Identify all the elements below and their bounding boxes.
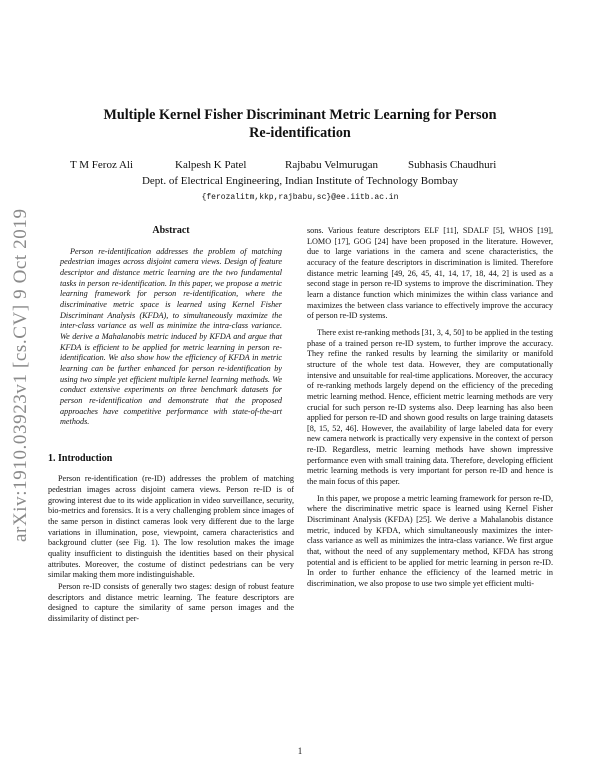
abstract-heading: Abstract	[152, 225, 190, 236]
author-names	[60, 158, 540, 172]
arxiv-identifier-stamp: arXiv:1910.03923v1 [cs.CV] 9 Oct 2019	[10, 208, 31, 542]
intro-paragraph-2: Person re-ID consists of generally two stages: design of robust feature descriptors and distance metric learning. The feature descriptors are designed to capture the similarity of same person images and the dissimilarity of distinct per-	[48, 582, 294, 623]
author-1: T M Feroz Ali	[70, 159, 134, 171]
author-2: Kalpesh K Patel	[175, 159, 247, 171]
paper-title-line-1: Multiple Kernel Fisher Discriminant Metric Learning for Person	[103, 107, 497, 123]
right-paragraph-1: sons. Various feature descriptors ELF [11], SDALF [5], WHOS [19], LOMO [17], GOG [24] have been proposed in the literature. However, due to large variations in the camera and scene characteristics, the accuracy of the feature descriptors in discrimination is limited. Therefore distance metric learning [49, 26, 45, 41, 14, 17, 18, 44, 2] is used as a second stage in person re-ID systems to improve the discrimination. They learn a distance function which minimizes the within class variance and maximizes the between class variance to effectively improve the accuracy of person re-ID systems.	[307, 226, 553, 321]
paper-title-line-2: Re-identification	[249, 125, 351, 141]
author-4: Subhasis Chaudhuri	[408, 159, 497, 171]
intro-paragraph-1: Person re-identification (re-ID) addresses the problem of matching pedestrian images across disjoint camera views. Person re-ID is of growing interest due to its wide application in video surveillance, security, bio-metrics and forensics. It is a very challenging problem since images of the same person in distinct cameras look very different due to the large variations in illumination, pose, viewpoint, camera characteristics and background clutter (see Fig. 1). The low resolution makes the image quality insufficient to distinguish the identities based on their physical attributes. Moreover, the costume of distinct pedestrians can be very similar making them more indistinguishable.	[48, 474, 294, 580]
right-column	[307, 226, 553, 596]
author-block	[60, 158, 540, 205]
right-paragraph-2: There exist re-ranking methods [31, 3, 4, 50] to be applied in the testing phase of a trained person re-ID system, to further improve the accuracy. They refine the ranked results by learning the similarity or manifold structure of the whole test data. However, they are computationally intensive and unsuitable for real-time applications. Moreover, the accuracy of re-ranking methods largely depend on the efficiency of the preceding metric learning method. Hence, efficient metric learning methods are very crucial for such person re-ID systems also. Deep learning has also been applied for person re-ID and shown good results on large training datasets [8, 15, 52, 46]. However, the availability of large labeled data for every new camera network is practically very expensive in the context of person re-ID. Regardless, metric learning methods have shown impressive performance even with small training data. Therefore, developing efficient metric learning methods is very important for person re-ID and hence is the main focus of this paper.	[307, 327, 553, 487]
right-paragraph-3: In this paper, we propose a metric learning framework for person re-ID, where the discriminative metric space is learned using Kernel Fisher Discriminant Analysis (KFDA) [25]. We derive a Mahalanobis distance metric, induced by KFDA, which simultaneously maximizes the inter-class variance as well as minimizes the intra-class variance. We first argue that, without the need of any supplementary method, KFDA has strong potential and is efficient to be applied for metric learning in person re-ID. In order to further enhance the efficiency of the learned metric in discrimination, we also propose to use two simple yet efficient multi-	[307, 493, 553, 588]
affiliation: Dept. of Electrical Engineering, Indian Institute of Technology Bombay	[141, 175, 459, 187]
abstract-body: Person re-identification addresses the problem of matching pedestrian images across disjoint camera views. Design of feature descriptor and distance metric learning are the two fundamental tasks in person re-identification. In this paper, we propose a metric learning framework for person re-identification, where the discriminative metric space is learned using Kernel Fisher Discriminant Analysis (KFDA), to simultaneously maximize the inter-class variance as well as minimize the intra-class variance. We derive a Mahalanobis metric induced by KFDA and argue that KFDA is efficient to be applied for metric learning in person re-identification. We also show how the efficiency of KFDA in metric learning can be further enhanced for person re-identification by using two simple yet efficient multiple kernel learning methods. We conduct extensive experiments on three benchmark datasets for person re-identification and demonstrate that the proposed approaches have competitive performance with state-of-the-art methods.	[60, 246, 282, 427]
author-3: Rajbabu Velmurugan	[285, 159, 378, 171]
introduction-heading: 1. Introduction	[48, 452, 113, 464]
left-column	[48, 226, 294, 626]
page-number: 1	[297, 746, 303, 756]
paper-title	[80, 106, 520, 142]
author-emails: {ferozalitm,kkp,rajbabu,sc}@ee.iitb.ac.in	[201, 193, 399, 202]
